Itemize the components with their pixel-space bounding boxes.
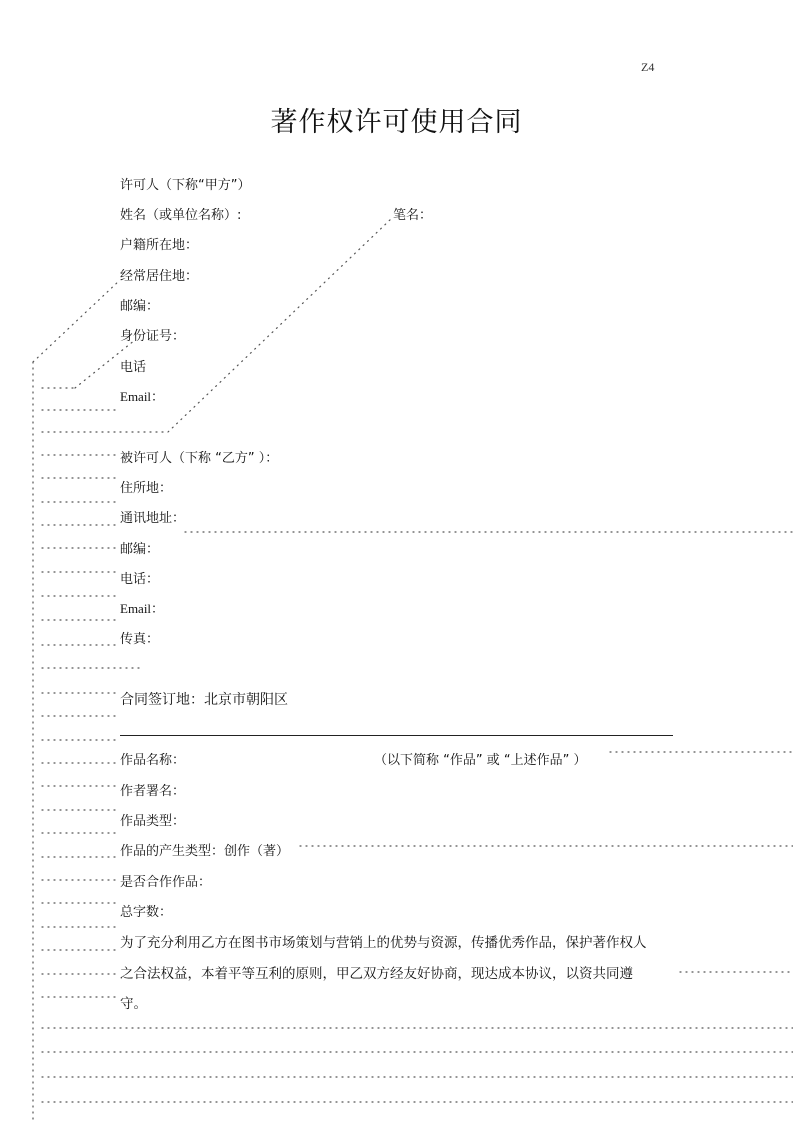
licensor-name-label: 姓名（或单位名称）: [120, 208, 242, 223]
licensee-fax-label: 传真： [120, 632, 160, 647]
signing-place: 合同签订地：北京市朝阳区 [120, 692, 288, 708]
preamble-line-2: 之合法权益，本着平等互利的原则，甲乙双方经友好协商，现达成本协议，以资共同遵 [120, 966, 633, 982]
licensee-phone-label: 电话： [120, 572, 160, 587]
work-word-count-label: 总字数： [120, 905, 173, 920]
work-joint-label: 是否合作作品： [120, 875, 212, 890]
work-name-label: 作品名称： [120, 753, 186, 768]
licensee-email-label: Email： [120, 601, 165, 616]
licensee-postcode-label: 邮编： [120, 542, 160, 557]
licensor-postcode-label: 邮编： [120, 299, 160, 314]
section-divider [120, 735, 673, 736]
contract-title: 著作权许可使用合同 [270, 107, 523, 138]
work-name-note: （以下简称 “作品” 或 “上述作品” ） [374, 753, 587, 768]
work-author-label: 作者署名： [120, 784, 186, 799]
preamble-line-3: 守。 [120, 996, 147, 1012]
document-code: Z4 [641, 60, 655, 74]
licensor-id-label: 身份证号： [120, 329, 186, 344]
licensee-heading: 被许可人（下称 “乙方” ）： [120, 451, 279, 466]
work-origin-label: 作品的产生类型：创作（著） [120, 844, 290, 859]
licensor-pen-name-label: 笔名： [393, 208, 433, 223]
licensee-mail-address-label: 通讯地址： [120, 511, 186, 526]
licensor-email-label: Email： [120, 389, 165, 404]
licensor-phone-label: 电话 [120, 360, 147, 375]
licensor-household-label: 户籍所在地： [120, 238, 199, 253]
licensee-address-label: 住所地： [120, 481, 173, 496]
work-type-label: 作品类型： [120, 814, 186, 829]
preamble-line-1: 为了充分利用乙方在图书市场策划与营销上的优势与资源，传播优秀作品，保护著作权人 [120, 935, 647, 951]
licensor-heading: 许可人（下称“甲方”） [120, 178, 251, 193]
licensor-residence-label: 经常居住地： [120, 269, 199, 284]
